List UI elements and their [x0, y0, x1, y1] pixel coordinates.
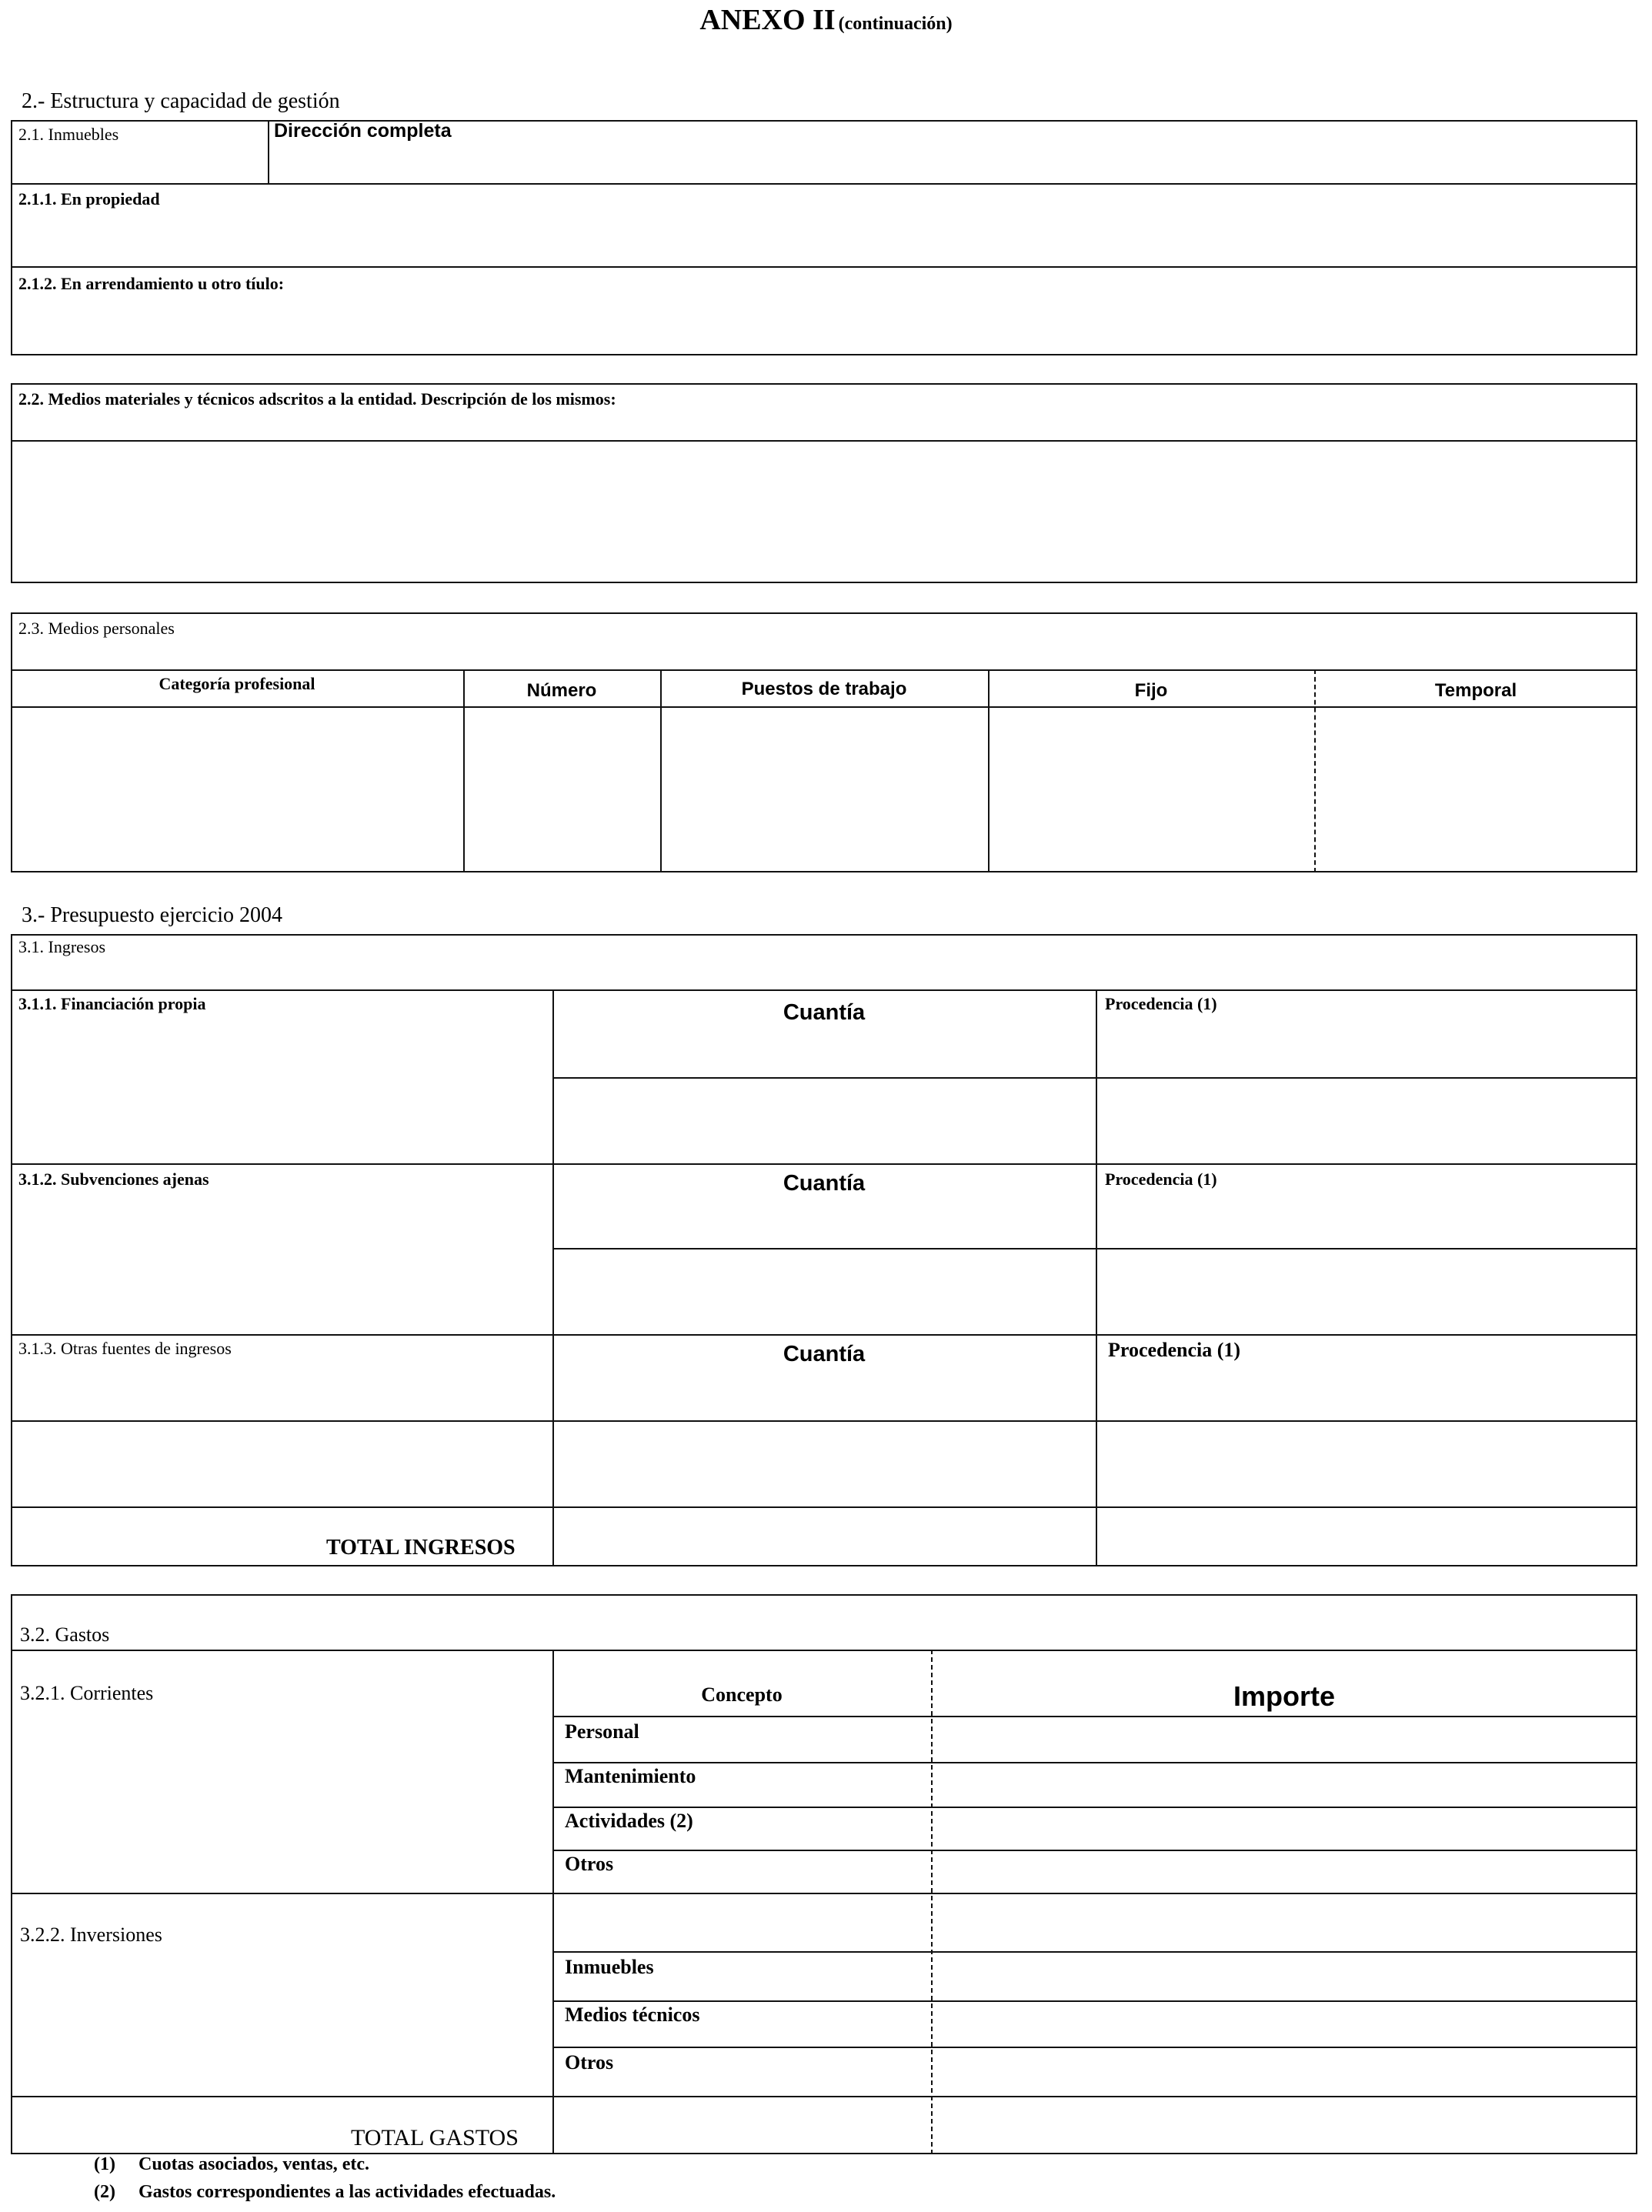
col-fijo: Fijo [1134, 680, 1168, 701]
concepto-inmuebles: Inmuebles [565, 1956, 654, 1978]
otras-fuentes-label: 3.1.3. Otras fuentes de ingresos [18, 1339, 232, 1358]
divider [11, 1893, 1637, 1894]
divider [1096, 989, 1097, 1566]
ingresos-label: 3.1. Ingresos [18, 937, 106, 956]
medios-materiales-input[interactable] [15, 445, 1631, 580]
divider [11, 1334, 1637, 1336]
divider [552, 1650, 554, 2154]
divider [11, 2096, 1637, 2097]
temporal-input[interactable] [1317, 711, 1634, 869]
en-propiedad-label: 2.1.1. En propiedad [18, 189, 160, 209]
divider [11, 1650, 1637, 1651]
divider [552, 1762, 1637, 1763]
puestos-input[interactable] [663, 711, 985, 869]
annex-subtitle: (continuación) [838, 14, 953, 34]
gastos-label: 3.2. Gastos [20, 1623, 110, 1646]
importe-personal-input[interactable] [936, 1719, 1633, 1759]
col-categoria-profesional: Categoría profesional [159, 674, 315, 693]
categoria-input[interactable] [15, 711, 460, 869]
subvenciones-ajenas-label: 3.1.2. Subvenciones ajenas [18, 1169, 209, 1189]
cuantia-header: Cuantía [783, 1171, 866, 1196]
footnote-1-num: (1) [94, 2154, 115, 2174]
divider [11, 1506, 1637, 1508]
importe-mantenimiento-input[interactable] [936, 1765, 1633, 1803]
divider [11, 1420, 1637, 1422]
concepto-otros-corrientes: Otros [565, 1853, 614, 1875]
inmuebles-label: 2.1. Inmuebles [18, 125, 119, 144]
total-ingresos-input[interactable] [557, 1511, 1091, 1563]
divider [11, 440, 1637, 442]
footnote-2-num: (2) [94, 2182, 115, 2202]
page-title [0, 3, 1652, 37]
subvenciones-cuantia-input[interactable] [557, 1253, 1091, 1331]
numero-input[interactable] [466, 711, 657, 869]
divider [552, 1951, 1637, 1953]
importe-otros-inversiones-input[interactable] [936, 2050, 1633, 2093]
concepto-actividades: Actividades (2) [565, 1810, 693, 1832]
en-propiedad-input[interactable] [15, 211, 1631, 263]
divider [11, 989, 1637, 991]
concepto-otros-inversiones: Otros [565, 2051, 614, 2074]
divider [552, 1077, 1637, 1079]
concepto-medios-tecnicos: Medios técnicos [565, 2003, 700, 2026]
procedencia-header: Procedencia (1) [1105, 994, 1217, 1013]
col-numero: Número [526, 680, 597, 701]
fijo-input[interactable] [991, 711, 1311, 869]
divider [552, 2000, 1637, 2002]
divider [268, 120, 269, 183]
divider [552, 1248, 1637, 1249]
divider [552, 2047, 1637, 2048]
footnote-1-text: Cuotas asociados, ventas, etc. [139, 2154, 369, 2174]
divider [931, 1650, 933, 2154]
divider [11, 183, 1637, 185]
subvenciones-procedencia-input[interactable] [1100, 1253, 1633, 1331]
section-3-title: 3.- Presupuesto ejercicio 2004 [22, 903, 283, 927]
importe-actividades-input[interactable] [936, 1810, 1633, 1847]
total-ingresos-label: TOTAL INGRESOS [326, 1536, 516, 1560]
divider [552, 1850, 1637, 1851]
concepto-mantenimiento: Mantenimiento [565, 1765, 696, 1787]
medios-personales-label: 2.3. Medios personales [18, 619, 175, 638]
concepto-personal: Personal [565, 1720, 639, 1743]
divider [11, 266, 1637, 268]
importe-otros-corrientes-input[interactable] [936, 1853, 1633, 1890]
en-arrendamiento-input[interactable] [15, 294, 1631, 352]
importe-header: Importe [1233, 1680, 1335, 1712]
inversiones-label: 3.2.2. Inversiones [20, 1923, 162, 1946]
divider [552, 1807, 1637, 1808]
divider [552, 989, 554, 1566]
col-puestos-de-trabajo: Puestos de trabajo [741, 679, 907, 699]
corrientes-label: 3.2.1. Corrientes [20, 1682, 154, 1704]
otras-fuentes-cuantia-input[interactable] [557, 1425, 1091, 1503]
concepto-header: Concepto [701, 1683, 783, 1706]
footnote-1 [94, 2154, 369, 2175]
annex-title: ANEXO II [699, 4, 836, 36]
divider [11, 706, 1637, 708]
col-temporal: Temporal [1434, 680, 1517, 701]
total-gastos-input[interactable] [557, 2100, 1633, 2151]
financiacion-propia-label: 3.1.1. Financiación propia [18, 994, 206, 1013]
section-2-title: 2.- Estructura y capacidad de gestión [22, 89, 340, 113]
medios-materiales-label: 2.2. Medios materiales y técnicos adscritos a la entidad. Descripción de los mismos: [18, 389, 616, 409]
direccion-completa-label: Dirección completa [274, 120, 452, 142]
procedencia-header: Procedencia (1) [1105, 1169, 1217, 1189]
financiacion-propia-procedencia-input[interactable] [1100, 1082, 1633, 1160]
footnote-2 [94, 2182, 556, 2203]
cuantia-header: Cuantía [783, 1342, 866, 1366]
inmuebles-input-area[interactable] [271, 132, 1633, 180]
en-arrendamiento-label: 2.1.2. En arrendamiento u otro tíulo: [18, 274, 285, 293]
importe-medios-tecnicos-input[interactable] [936, 2003, 1633, 2044]
divider [552, 1716, 1637, 1717]
financiacion-propia-cuantia-input[interactable] [557, 1082, 1091, 1160]
importe-inmuebles-input[interactable] [936, 1954, 1633, 1997]
total-gastos-label: TOTAL GASTOS [351, 2125, 519, 2150]
divider [11, 1163, 1637, 1165]
procedencia-header: Procedencia (1) [1108, 1339, 1241, 1361]
cuantia-header: Cuantía [783, 1000, 866, 1025]
otras-fuentes-procedencia-input[interactable] [1100, 1425, 1633, 1503]
footnote-2-text: Gastos correspondientes a las actividades efectuadas. [139, 2182, 556, 2202]
divider [11, 669, 1637, 671]
